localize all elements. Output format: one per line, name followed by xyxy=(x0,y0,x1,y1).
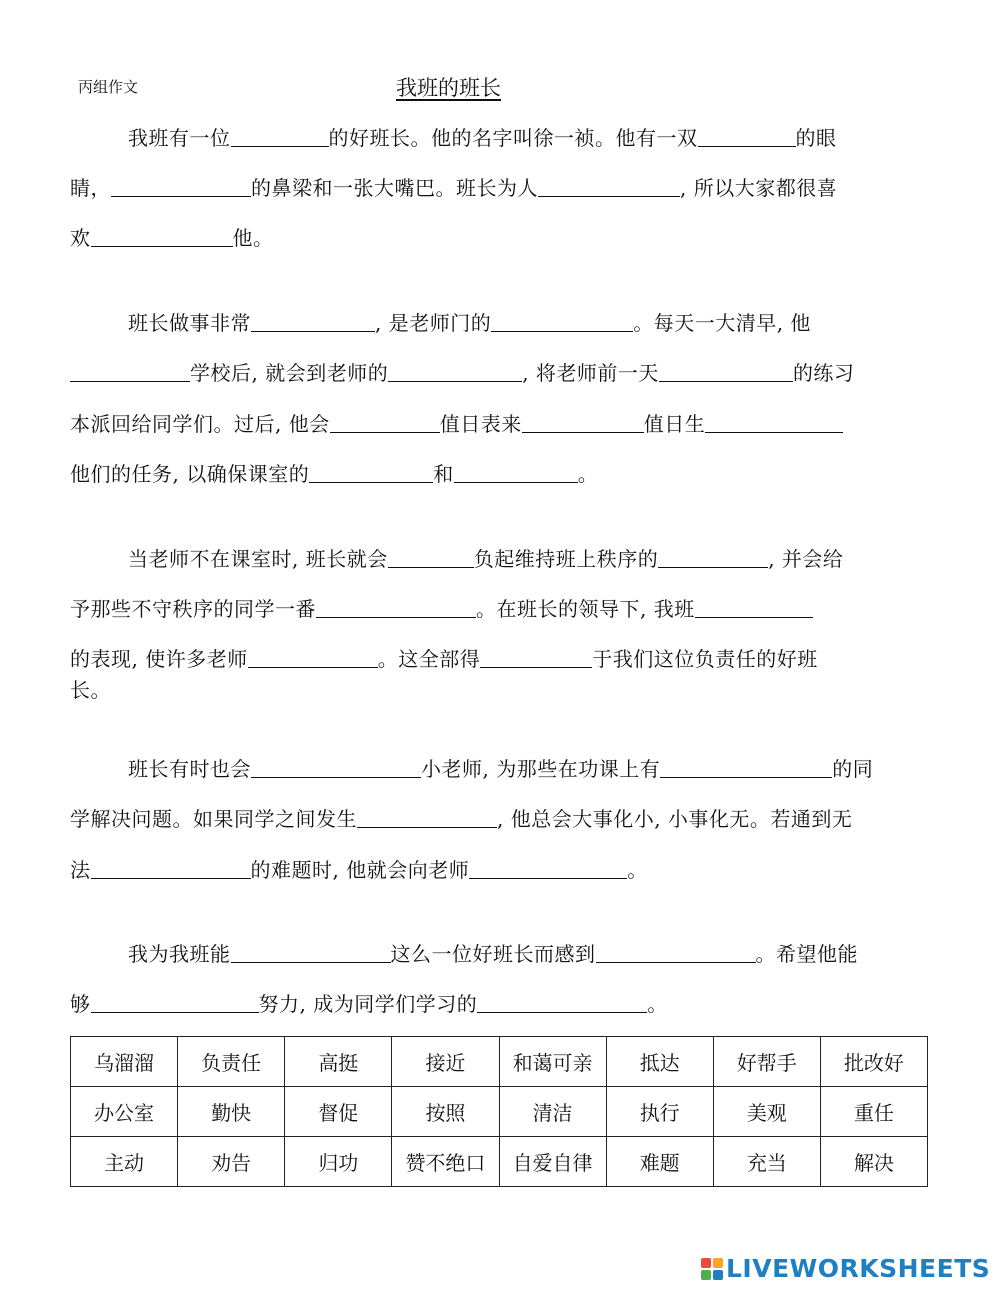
logo-block xyxy=(713,1270,723,1280)
word-option[interactable]: 解决 xyxy=(820,1137,927,1187)
blank[interactable] xyxy=(596,940,756,963)
word-option[interactable]: 主动 xyxy=(71,1137,178,1187)
word-option[interactable]: 清洁 xyxy=(499,1087,606,1137)
blank[interactable] xyxy=(91,224,233,247)
blank[interactable] xyxy=(91,990,259,1013)
word-option[interactable]: 好帮手 xyxy=(713,1037,820,1087)
p1-line-1: 我班有一位 的好班长。他的名字叫徐一祯。他有一双 的眼 xyxy=(128,126,837,150)
blank[interactable] xyxy=(658,545,768,568)
liveworksheets-logo xyxy=(701,1254,990,1283)
p4-line-1: 班长有时也会 小老师, 为那些在功课上有 的同 xyxy=(128,757,874,781)
blank[interactable] xyxy=(251,309,375,332)
p3-line-2: 予那些不守秩序的同学一番 。在班长的领导下, 我班 xyxy=(70,593,813,622)
blank[interactable] xyxy=(660,755,832,778)
word-option[interactable]: 自爱自律 xyxy=(499,1137,606,1187)
word-option[interactable]: 归功 xyxy=(285,1137,392,1187)
p5-line-2: 够 努力, 成为同学们学习的 。 xyxy=(70,992,668,1016)
p2-line-1: 班长做事非常 , 是老师门的 。每天一大清早, 他 xyxy=(128,311,811,335)
blank[interactable] xyxy=(316,595,476,618)
blank[interactable] xyxy=(251,755,421,778)
p1-line-2: 睛， 的鼻梁和一张大嘴巴。班长为人 , 所以大家都很喜 xyxy=(70,176,838,200)
p5-line-1: 我为我班能 这么一位好班长而感到 。希望他能 xyxy=(128,942,858,966)
p2-line-2: 学校后, 就会到老师的 , 将老师前一天 的练习 xyxy=(70,357,854,386)
word-option[interactable]: 按照 xyxy=(392,1087,499,1137)
blank[interactable] xyxy=(70,359,190,382)
word-bank-row xyxy=(71,1137,928,1187)
blank[interactable] xyxy=(491,309,633,332)
blank[interactable] xyxy=(705,410,843,433)
p3-line-4: 长。 xyxy=(70,678,111,702)
blank[interactable] xyxy=(388,359,522,382)
word-option[interactable]: 批改好 xyxy=(820,1037,927,1087)
logo-text: LIVEWORKSHEETS xyxy=(726,1254,991,1283)
p2-line-3: 本派回给同学们。过后, 他会 值日表来 值日生 xyxy=(70,408,843,437)
blank[interactable] xyxy=(91,856,251,879)
blank[interactable] xyxy=(480,645,592,668)
word-option[interactable]: 难题 xyxy=(606,1137,713,1187)
p2-line-4: 他们的任务, 以确保课室的 和 。 xyxy=(70,462,599,486)
blank[interactable] xyxy=(698,124,796,147)
blank[interactable] xyxy=(469,856,627,879)
logo-blocks-icon xyxy=(701,1258,723,1280)
word-option[interactable]: 勤快 xyxy=(178,1087,285,1137)
blank[interactable] xyxy=(111,174,251,197)
p1-line-3: 欢 他。 xyxy=(70,226,274,250)
p4-line-2: 学解决问题。如果同学之间发生 , 他总会大事化小, 小事化无。若通到无 xyxy=(70,807,853,831)
word-bank-row xyxy=(71,1087,928,1137)
blank[interactable] xyxy=(357,805,497,828)
blank[interactable] xyxy=(454,460,578,483)
word-bank-table xyxy=(70,1036,928,1187)
word-option[interactable]: 执行 xyxy=(606,1087,713,1137)
word-option[interactable]: 劝告 xyxy=(178,1137,285,1187)
blank[interactable] xyxy=(659,359,793,382)
word-option[interactable]: 高挺 xyxy=(285,1037,392,1087)
blank[interactable] xyxy=(309,460,433,483)
word-option[interactable]: 充当 xyxy=(713,1137,820,1187)
word-option[interactable]: 负责任 xyxy=(178,1037,285,1087)
word-option[interactable]: 办公室 xyxy=(71,1087,178,1137)
logo-block xyxy=(701,1270,711,1280)
word-option[interactable]: 美观 xyxy=(713,1087,820,1137)
logo-block xyxy=(713,1258,723,1268)
blank[interactable] xyxy=(522,410,644,433)
logo-block xyxy=(701,1258,711,1268)
blank[interactable] xyxy=(248,645,378,668)
word-option[interactable]: 重任 xyxy=(820,1087,927,1137)
p4-line-3: 法 的难题时, 他就会向老师 。 xyxy=(70,858,648,882)
p3-line-3: 的表现, 使许多老师 。这全部得 于我们这位负责任的好班 xyxy=(70,647,818,671)
p3-line-1: 当老师不在课室时, 班长就会 负起维持班上秩序的 , 并会给 xyxy=(128,547,844,571)
word-option[interactable]: 抵达 xyxy=(606,1037,713,1087)
page-title: 我班的班长 xyxy=(396,76,501,100)
blank[interactable] xyxy=(388,545,474,568)
blank[interactable] xyxy=(231,124,329,147)
word-option[interactable]: 督促 xyxy=(285,1087,392,1137)
word-option[interactable]: 接近 xyxy=(392,1037,499,1087)
blank[interactable] xyxy=(231,940,391,963)
word-option[interactable]: 和蔼可亲 xyxy=(499,1037,606,1087)
blank[interactable] xyxy=(330,410,440,433)
blank[interactable] xyxy=(477,990,647,1013)
word-option[interactable]: 乌溜溜 xyxy=(71,1037,178,1087)
word-option[interactable]: 赞不绝口 xyxy=(392,1137,499,1187)
word-bank-row xyxy=(71,1037,928,1087)
group-label: 丙组作文 xyxy=(78,78,139,96)
blank[interactable] xyxy=(538,174,680,197)
blank[interactable] xyxy=(695,595,813,618)
